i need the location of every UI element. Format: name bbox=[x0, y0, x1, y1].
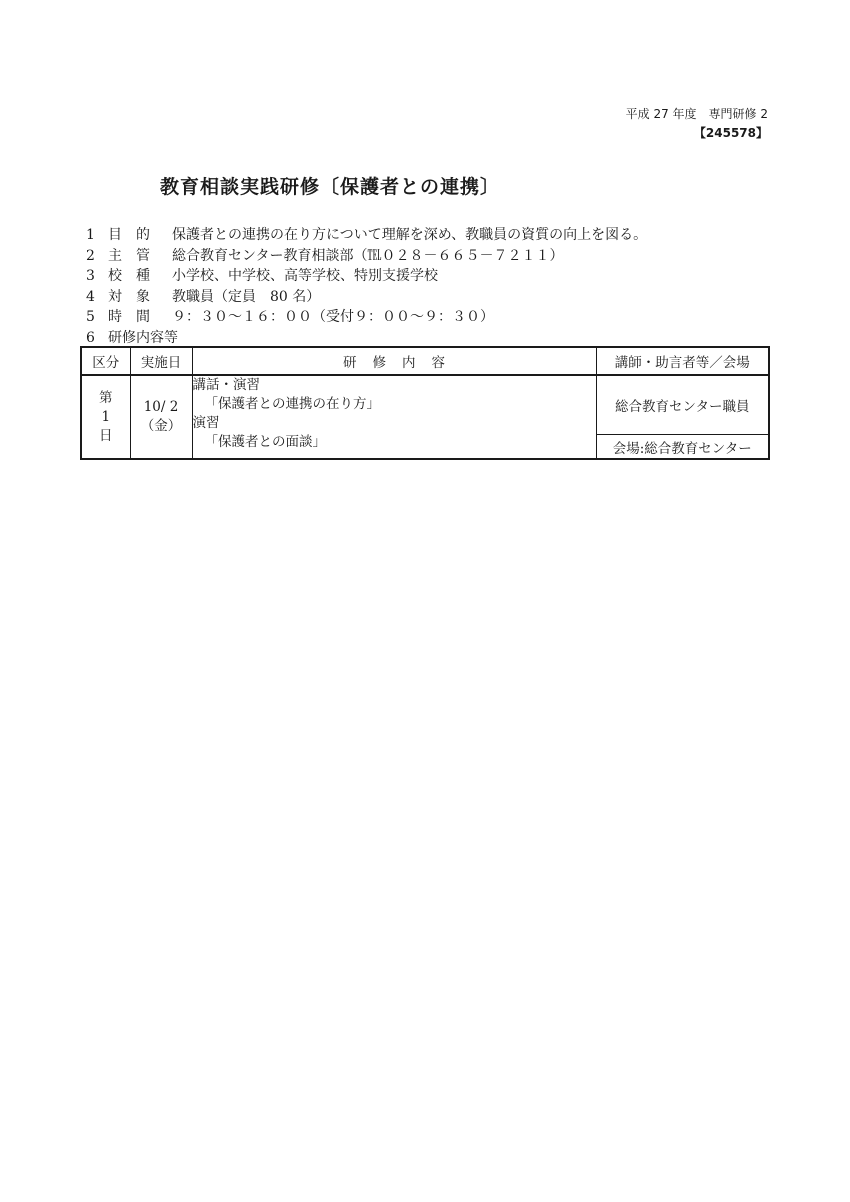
table-row bbox=[81, 375, 769, 435]
target-value: 教職員（定員 80 名） bbox=[172, 288, 321, 305]
header-staff: 講師・助言者等／会場 bbox=[596, 347, 769, 375]
course-code: 【245578】 bbox=[693, 126, 768, 140]
list-item: 2 主 管 総合教育センター教育相談部（℡０２８－６６５－７２１１） bbox=[86, 246, 647, 267]
training-content-label: 研修内容等 bbox=[108, 329, 178, 346]
purpose-value: 保護者との連携の在り方について理解を深め、教職員の資質の向上を図る。 bbox=[172, 227, 648, 243]
header-content: 研 修 内 容 bbox=[192, 347, 596, 375]
venue-cell: 会場:総合教育センター bbox=[596, 435, 769, 459]
schedule-table bbox=[80, 346, 770, 460]
overview-list bbox=[86, 225, 647, 349]
list-item: 5 時 間 ９：３０～１６：００（受付９：００～９：３０） bbox=[86, 307, 647, 328]
school-type-value: 小学校、中学校、高等学校、特別支援学校 bbox=[172, 268, 438, 285]
header-category: 区分 bbox=[81, 347, 130, 375]
list-item: 6 研修内容等 bbox=[86, 328, 647, 349]
list-item: 4 対 象 教職員（定員 80 名） bbox=[86, 287, 647, 308]
document-header bbox=[626, 105, 768, 143]
organizer-value: 総合教育センター教育相談部（℡０２８－６６５－７２１１） bbox=[172, 247, 564, 264]
content-cell: 講話・演習 「保護者との連携の在り方」 演習 「保護者との面談」 bbox=[192, 375, 596, 459]
day-cell: 第 1 日 bbox=[81, 375, 130, 459]
page-title: 教育相談実践研修〔保護者との連携〕 bbox=[160, 176, 501, 198]
header-date: 実施日 bbox=[130, 347, 192, 375]
list-item: 1 目 的 保護者との連携の在り方について理解を深め、教職員の資質の向上を図る。 bbox=[86, 225, 647, 246]
table-header-row bbox=[81, 347, 769, 375]
date-cell: 10/ 2 （金） bbox=[130, 375, 192, 459]
list-item: 3 校 種 小学校、中学校、高等学校、特別支援学校 bbox=[86, 266, 647, 287]
fiscal-year-label: 平成 27 年度 専門研修 2 bbox=[625, 107, 768, 121]
time-value: ９：３０～１６：００（受付９：００～９：３０） bbox=[172, 309, 494, 326]
staff-cell: 総合教育センター職員 bbox=[596, 375, 769, 435]
